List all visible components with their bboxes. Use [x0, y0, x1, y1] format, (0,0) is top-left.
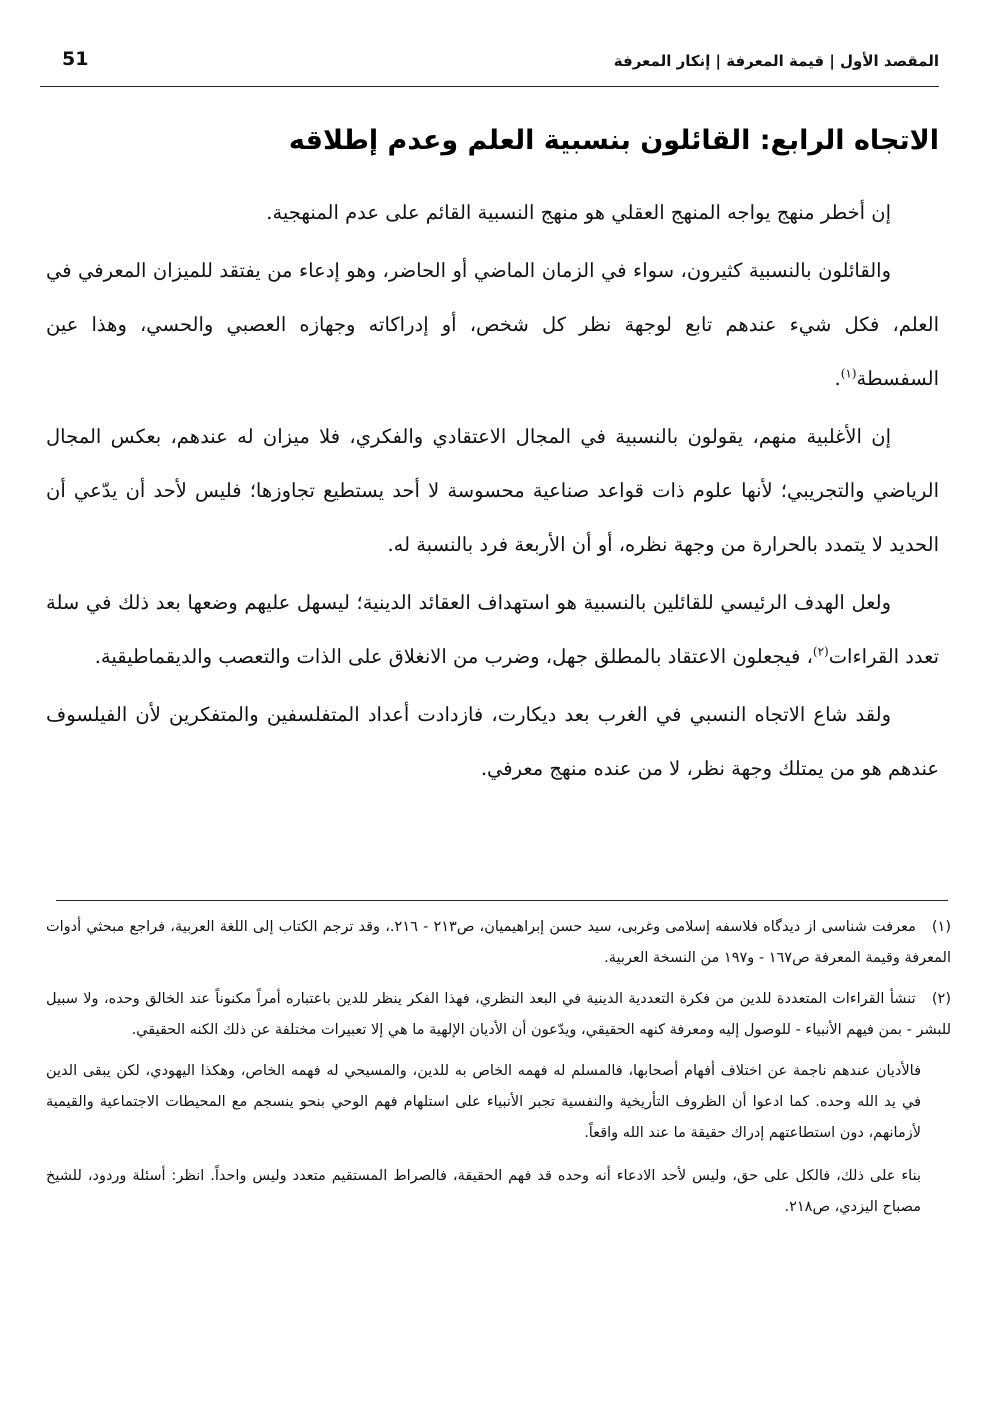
paragraph-2 [46, 244, 939, 406]
footnote-ref-1[interactable]: (١) [840, 366, 857, 381]
footnote-number: (١) [931, 919, 952, 935]
paragraph-text: إن أخطر منهج يواجه المنهج العقلي هو منهج النسبية القائم على عدم المنهجية. [266, 201, 891, 224]
footnote-text: بناء على ذلك، فالكل على حق، وليس لأحد الادعاء أنه وحده قد فهم الحقيقة، فالصراط المستقيم متعدد وليس واحداً. انظر: أسئلة وردود، للشيخ مصباح اليزدي، ص٢١٨. [46, 1168, 921, 1215]
footnote-text: معرفت شناسى از ديدگاه فلاسفه إسلامى وغربى، سيد حسن إبراهيميان، ص٢١٣ - ٢١٦.، وقد ترجم الكتاب إلى اللغة العربية، فراجع مبحثي أدوات المعرفة وقيمة المعرفة ص١٦٧ - و١٩٧ من النسخة العربية. [46, 919, 951, 966]
footnote-text: فالأديان عندهم ناجمة عن اختلاف أفهام أصحابها، فالمسلم له فهمه الخاص به للدين، والمسيحي له فهمه الخاص، وهكذا اليهودي، لكن يبقى الدين في يد الله وحده. كما ادعوا أن الظروف التأريخية والنفسية تجبر الأنبياء على استلهام فهم الوحي بنحو ينسجم مع المحيطات الاجتماعية والقيمية لأزمانهم، دون استطاعتهم إدراك حقيقة ما عند الله واقعاً. [46, 1063, 921, 1141]
footnote-number: (٢) [931, 991, 952, 1007]
footnote-1 [46, 912, 951, 974]
paragraph-1 [46, 186, 939, 240]
footnote-ref-2[interactable]: (٢) [812, 644, 829, 659]
paragraph-text-tail: ، فيجعلون الاعتقاد بالمطلق جهل، وضرب من الانغلاق على الذات والتعصب والديقماطيقية. [94, 645, 813, 668]
footnotes [46, 912, 951, 1235]
paragraph-text: ولقد شاع الاتجاه النسبي في الغرب بعد ديكارت، فازدادت أعداد المتفلسفين والمتفكرين لأن الفيلسوف عندهم هو من يمتلك وجهة نظر، لا من عنده منهج معرفي. [46, 703, 939, 780]
page-header [40, 42, 939, 86]
footnote-2-conclusion [46, 1161, 921, 1223]
section-title: الاتجاه الرابع: القائلون بنسبية العلم وعدم إطلاقه [288, 125, 939, 156]
paragraph-text: إن الأغلبية منهم، يقولون بالنسبية في المجال الاعتقادي والفكري، فلا ميزان له عندهم، بعكس المجال الرياضي والتجريبي؛ لأنها علوم ذات قواعد صناعية محسوسة لا أحد يستطيع تجاوزها؛ فليس لأحد أن يدّعي أن الحديد لا يتمدد بالحرارة من وجهة نظره، أو أن الأربعة فرد بالنسبة له. [46, 425, 939, 556]
paragraph-5 [46, 688, 939, 796]
footnote-2-continuation [46, 1056, 921, 1149]
running-head: المقصد الأول | قيمة المعرفة | إنكار المعرفة [613, 52, 939, 70]
page-number: 51 [62, 48, 89, 70]
footnote-rule [56, 900, 948, 901]
body-text [46, 186, 939, 796]
paragraph-3 [46, 410, 939, 572]
paragraph-text-tail: . [834, 367, 841, 390]
footnote-2 [46, 984, 951, 1046]
footnote-text: تنشأ القراءات المتعددة للدين من فكرة التعددية الدينية في البعد النظري، فهذا الفكر ينظر للدين باعتباره أمراً مكنوناً عند الخالق وحده، ولا سبيل للبشر - بمن فيهم الأنبياء - للوصول إليه ومعرفة كنهه الحقيقي، ويدّعون أن الأديان الإلهية ما هي إلا تعبيرات مختلفة عن ذلك الكنه الحقيقي. [46, 991, 951, 1038]
paragraph-text: والقائلون بالنسبية كثيرون، سواء في الزمان الماضي أو الحاضر، وهو إدعاء من يفتقد للميزان المعرفي في العلم، فكل شيء عندهم تابع لوجهة نظر كل شخص، أو إدراكاته وجهازه العصبي والحسي، وهذا عين السفسطة [46, 259, 939, 390]
paragraph-4 [46, 576, 939, 684]
header-rule [40, 86, 939, 87]
paragraph-text: ولعل الهدف الرئيسي للقائلين بالنسبية هو استهداف العقائد الدينية؛ ليسهل عليهم وضعها بعد ذلك في سلة تعدد القراءات [46, 591, 939, 668]
